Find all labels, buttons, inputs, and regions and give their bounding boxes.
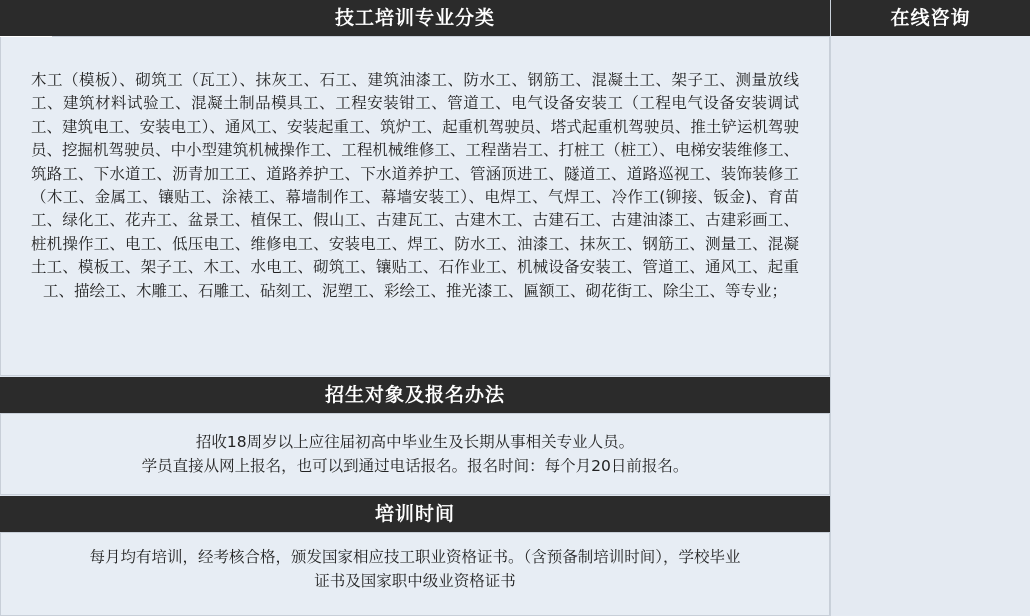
categories-text: 木工（模板）、砌筑工（瓦工）、抹灰工、石工、建筑油漆工、防水工、钢筋工、混凝土工、架子工、测量放线工、建筑材料试验工、混凝土制品模具工、工程安装钳工、管道工、电气设备安装工（工程电气设备安装调试工、建筑电工、安装电工）、通风工、安装起重工、筑炉工、起重机驾驶员、塔式起重机驾驶员、推土铲运机驾驶员、挖掘机驾驶员、中小型建筑机械操作工、工程机械维修工、工程凿岩工、打桩工（桩工）、电梯安装维修工、筑路工、下水道工、沥青加工工、道路养护工、下水道养护工、管涵顶进工、隧道工、道路巡视工、装饰装修工（木工、金属工、镶贴工、涂裱工、幕墙制作工、幕墙安装工）、电焊工、气焊工、冷作工(铆接、钣金)、育苗工、绿化工、花卉工、盆景工、植保工、假山工、古建瓦工、古建木工、古建石工、古建油漆工、古建彩画工、桩机操作工、电工、低压电工、维修电工、安装电工、焊工、防水工、油漆工、抹灰工、钢筋工、测量工、混凝土工、模板工、架子工、木工、水电工、砌筑工、镶贴工、石作业工、机械设备安装工、管道工、通风工、起重工、描绘工、木雕工、石雕工、砧刻工、泥塑工、彩绘工、推光漆工、匾额工、砌花街工、除尘工、等专业； bbox=[31, 71, 799, 300]
section-body bbox=[0, 36, 830, 376]
divider bbox=[0, 36, 52, 37]
enrollment-line: 学员直接从网上报名，也可以到通过电话报名。报名时间：每个月20日前报名。 bbox=[141, 457, 689, 475]
section-body bbox=[0, 532, 830, 616]
sidebar bbox=[830, 0, 1030, 616]
section-body bbox=[0, 413, 830, 495]
section-title: 培训时间 bbox=[0, 496, 830, 532]
section-categories bbox=[0, 0, 830, 376]
section-title: 招生对象及报名办法 bbox=[0, 377, 830, 413]
section-training-time bbox=[0, 496, 830, 616]
enrollment-line: 招收18周岁以上应往届初高中毕业生及长期从事相关专业人员。 bbox=[195, 433, 635, 451]
training-line: 每月均有培训，经考核合格，颁发国家相应技工职业资格证书。（含预备制培训时间），学校毕业 bbox=[89, 548, 741, 566]
training-line: 证书及国家职中级业资格证书 bbox=[314, 572, 516, 590]
section-enrollment bbox=[0, 377, 830, 495]
online-consult-title[interactable]: 在线咨询 bbox=[831, 0, 1030, 36]
section-title: 技工培训专业分类 bbox=[0, 0, 830, 36]
